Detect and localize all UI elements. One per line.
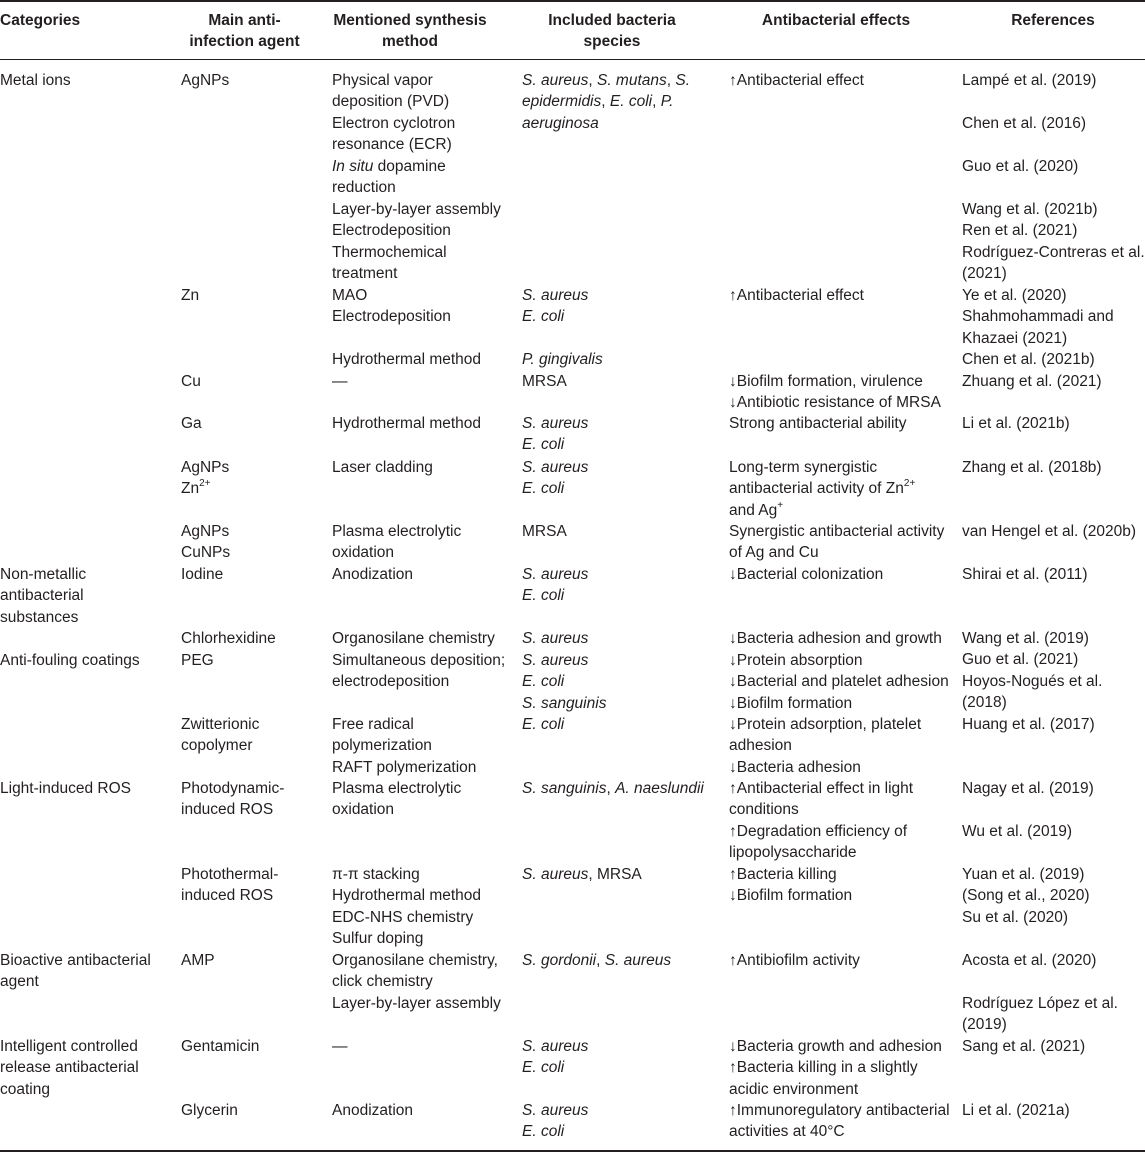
agent-agnps-zn: AgNPs $Zn^{2+}$ xyxy=(181,459,230,498)
category-anti-fouling: Anti-fouling coatings xyxy=(0,652,140,669)
bacteria-zn-pg: P. gingivalis xyxy=(522,351,603,368)
agent-iodine: Iodine xyxy=(181,566,224,583)
method-dopamine: In situ dopamine reduction xyxy=(332,158,446,197)
effect-iodine: ↓Bacterial colonization xyxy=(729,566,884,583)
effect-peg: ↓Protein absorption ↓Bacterial and platelet adhesion ↓Biofilm formation xyxy=(729,652,949,712)
header-references: References xyxy=(1011,12,1095,29)
agent-agnps: AgNPs xyxy=(181,72,230,89)
bacteria-ga: S. aureus E. coli xyxy=(522,415,589,454)
effect-amp: ↑Antibiofilm activity xyxy=(729,952,860,969)
bacteria-gentamicin: S. aureus E. coli xyxy=(522,1038,589,1077)
method-gent-dash: — xyxy=(332,1038,348,1055)
ref-yuan2019: Yuan et al. (2019) (Song et al., 2020) Su et al. (2020) xyxy=(962,866,1090,926)
ref-zhang2018b: Zhang et al. (2018b) xyxy=(962,459,1102,476)
header-agent: Main anti- infection agent xyxy=(189,12,300,50)
effect-gentamicin: ↓Bacteria growth and adhesion ↑Bacteria killing in a slightly acidic environment xyxy=(729,1038,942,1098)
bacteria-cu: MRSA xyxy=(522,373,567,390)
agent-photothermal: Photothermal- induced ROS xyxy=(181,866,279,905)
method-anodization-glycerin: Anodization xyxy=(332,1102,414,1119)
bacteria-zn: S. aureus E. coli xyxy=(522,287,589,326)
effect-glycerin: ↑Immunoregulatory antibacterial activities at 40°C xyxy=(729,1102,950,1141)
header-method: Mentioned synthesis method xyxy=(333,12,487,50)
agent-zwitterionic: Zwitterionic copolymer xyxy=(181,716,260,755)
effect-cu: ↓Biofilm formation, virulence ↓Antibiotic resistance of MRSA xyxy=(729,373,941,412)
effect-zn: ↑Antibacterial effect xyxy=(729,287,864,304)
bacteria-amp: S. gordonii, S. aureus xyxy=(522,952,672,969)
method-hydrothermal-zn: Hydrothermal method xyxy=(332,351,482,368)
ref-li2021b: Li et al. (2021b) xyxy=(962,415,1070,432)
bacteria-iodine: S. aureus E. coli xyxy=(522,566,589,605)
method-organosilane-click: Organosilane chemistry, click chemistry Layer-by-layer assembly xyxy=(332,952,501,1012)
agent-gentamicin: Gentamicin xyxy=(181,1038,260,1055)
ref-chen2016: Chen et al. (2016) xyxy=(962,115,1087,132)
method-peo: Plasma electrolytic oxidation xyxy=(332,523,462,562)
ref-wang2021b: Wang et al. (2021b) Ren et al. (2021) Rodríguez-Contreras et al. (2021) xyxy=(962,201,1145,283)
method-hydrothermal-ga: Hydrothermal method xyxy=(332,415,482,432)
effect-photothermal: ↑Bacteria killing ↓Biofilm formation xyxy=(729,866,853,905)
method-lbl: Layer-by-layer assembly Electrodeposition Thermochemical treatment xyxy=(332,201,501,283)
method-anodization: Anodization xyxy=(332,566,414,583)
bacteria-ag: S. aureus, S. mutans, S. epidermidis, E. coli, P. aeruginosa xyxy=(522,72,691,132)
bacteria-peg: S. aureus E. coli S. sanguinis xyxy=(522,652,607,712)
ref-zhuang2021: Zhuang et al. (2021) xyxy=(962,373,1102,390)
agent-chlorhexidine: Chlorhexidine xyxy=(181,630,276,647)
bacteria-zwit: E. coli xyxy=(522,716,565,733)
agent-peg: PEG xyxy=(181,652,214,669)
method-photothermal: π-π stacking Hydrothermal method EDC-NHS chemistry Sulfur doping xyxy=(332,866,482,948)
effect-photodynamic-2: ↑Degradation efficiency of lipopolysaccharide xyxy=(729,823,908,862)
effect-agcu: Synergistic antibacterial activity of Ag and Cu xyxy=(729,523,945,562)
ref-lampe: Lampé et al. (2019) xyxy=(962,72,1097,89)
header-rule xyxy=(0,59,1145,60)
method-ecr: Electron cyclotron resonance (ECR) xyxy=(332,115,456,154)
effect-chlorhexidine: ↓Bacteria adhesion and growth xyxy=(729,630,942,647)
bacteria-photothermal: S. aureus, MRSA xyxy=(522,866,642,883)
header-bacteria: Included bacteria species xyxy=(548,12,676,50)
bacteria-agzn: S. aureus E. coli xyxy=(522,459,589,498)
header-effects: Antibacterial effects xyxy=(761,12,911,29)
category-metal-ions: Metal ions xyxy=(0,72,71,89)
method-pvd: Physical vapor deposition (PVD) xyxy=(332,72,450,111)
agent-zn: Zn xyxy=(181,287,200,304)
effect-agzn: Long-term synergistic antibacterial activity of $Zn^{2+}$ and Ag+ xyxy=(729,459,916,519)
agent-glycerin: Glycerin xyxy=(181,1102,238,1119)
method-laser: Laser cladding xyxy=(332,459,433,476)
category-intelligent: Intelligent controlled release antibacterial coating xyxy=(0,1038,139,1098)
bacteria-glycerin: S. aureus E. coli xyxy=(522,1102,589,1141)
effect-ga: Strong antibacterial ability xyxy=(729,415,907,432)
agent-amp: AMP xyxy=(181,952,215,969)
method-peo-light: Plasma electrolytic oxidation xyxy=(332,780,462,819)
method-organosilane: Organosilane chemistry xyxy=(332,630,495,647)
method-cu-dash: — xyxy=(332,373,348,390)
ref-li2021a: Li et al. (2021a) xyxy=(962,1102,1070,1119)
method-simultaneous: Simultaneous deposition; electrodeposition xyxy=(332,652,506,691)
effect-zwit: ↓Protein adsorption, platelet adhesion ↓Bacteria adhesion xyxy=(729,716,922,776)
category-light-ros: Light-induced ROS xyxy=(0,780,131,797)
method-free-radical: Free radical polymerization RAFT polymerization xyxy=(332,716,477,776)
ref-vanhengel: van Hengel et al. (2020b) xyxy=(962,523,1137,540)
ref-shirai: Shirai et al. (2011) xyxy=(962,566,1088,583)
top-rule xyxy=(0,0,1145,2)
effect-ag: ↑Antibacterial effect xyxy=(729,72,864,89)
ref-acosta: Acosta et al. (2020) xyxy=(962,952,1097,969)
bacteria-agcu: MRSA xyxy=(522,523,567,540)
ref-guo2020: Guo et al. (2020) xyxy=(962,158,1079,175)
agent-ga: Ga xyxy=(181,415,202,432)
category-bioactive: Bioactive antibacterial agent xyxy=(0,952,151,991)
agent-agnps-cunps: AgNPs CuNPs xyxy=(181,523,231,562)
effect-photodynamic-1: ↑Antibacterial effect in light conditions xyxy=(729,780,914,819)
category-non-metallic: Non-metallic antibacterial substances xyxy=(0,566,87,626)
agent-cu: Cu xyxy=(181,373,201,390)
header-categories: Categories xyxy=(0,12,81,29)
ref-ye2020: Ye et al. (2020) Shahmohammadi and Khazaei (2021) Chen et al. (2021b) xyxy=(962,287,1114,369)
method-mao: MAO Electrodeposition xyxy=(332,287,451,326)
ref-rodriguez-lopez: Rodríguez López et al. (2019) xyxy=(962,995,1118,1034)
ref-wu2019: Wu et al. (2019) xyxy=(962,823,1072,840)
ref-wang2019: Wang et al. (2019) Guo et al. (2021) Hoyos-Nogués et al. (2018) Huang et al. (2017) xyxy=(962,630,1103,733)
bacteria-photodynamic: S. sanguinis, A. naeslundii xyxy=(522,780,704,797)
agent-photodynamic: Photodynamic- induced ROS xyxy=(181,780,285,819)
ref-sang: Sang et al. (2021) xyxy=(962,1038,1086,1055)
ref-nagay: Nagay et al. (2019) xyxy=(962,780,1094,797)
bacteria-chlorhexidine: S. aureus xyxy=(522,630,589,647)
